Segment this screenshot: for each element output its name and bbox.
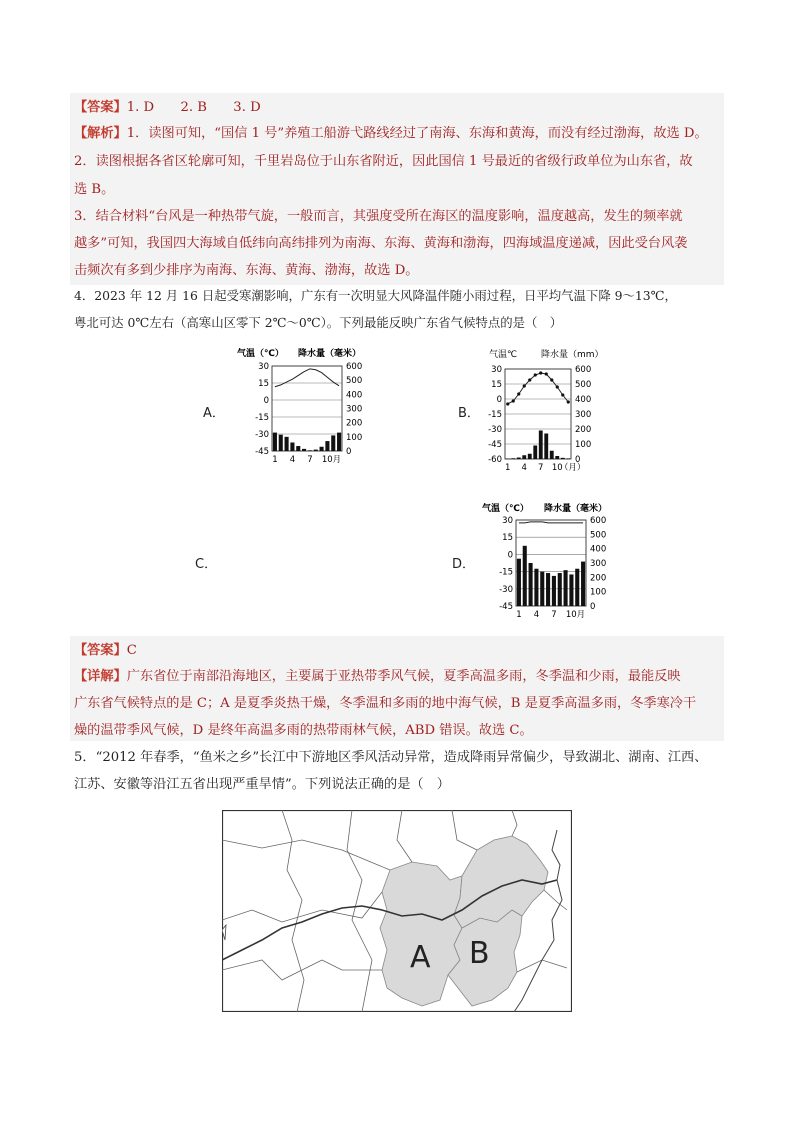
precip-tick-label: 600 [590,516,607,526]
temp-point [534,373,537,376]
temp-tick-label: 30 [491,365,502,375]
temp-point [561,393,564,396]
x-tick-label: 1 [272,455,278,465]
precip-tick-label: 500 [590,530,607,541]
precip-bar [534,569,538,606]
precip-bar [552,576,556,606]
precip-bar [546,573,550,606]
temp-tick-label: -30 [255,430,269,440]
analysis-line-5: 越多”可知，我国四大海域自低纬向高纬排列为南海、东海、黄海和渤海，四海域温度递减，因此受台风袭 [74,236,688,251]
chart-d-temp-label: 气温（℃） [482,504,529,514]
x-tick-label: 4 [533,610,540,620]
x-tick-label: 1 [516,610,522,620]
temp-tick-label: 15 [491,380,502,390]
precip-tick-label: 300 [590,559,607,569]
precip-bar [296,446,300,451]
precip-bar [569,574,573,606]
temp-tick-label: 30 [258,362,269,372]
question-4-line-2: 粤北可达 0℃左右（高寒山区零下 2℃～0℃）。下列最能反映广东省气候特点的是（ ） [74,315,563,330]
precip-tick-label: 400 [346,390,362,401]
temp-tick-label: 0 [507,550,513,561]
x-tick-label: 4 [289,455,296,465]
precip-bar [555,456,559,459]
chart-a-plot [255,362,362,465]
temp-tick-label: 15 [502,533,513,544]
analysis-line-2: 2．读图根据各省区轮廓可知，千里岩岛位于山东省附近，因此国信 1 号最近的省级行政单位为山东省，故 [74,154,693,169]
detail-line-1: 【详解】广东省位于南部沿海地区，主要属于亚热带季风气候，夏季高温多雨，冬季温和少雨，最能反映 [74,669,681,684]
precip-tick-label: 300 [346,404,362,415]
chart-b-temp-label: 气温℃ [489,350,518,360]
precip-bar [279,435,283,451]
temp-tick-label: 30 [502,516,513,526]
precip-bar [522,455,526,459]
x-tick-label: 7 [538,463,544,473]
precip-tick-label: 400 [590,544,607,555]
question-4-line-1: 4．2023 年 12 月 16 日起受寒潮影响，广东有一次明显大风降温伴随小雨过程，日平均气温下降 9～13℃， [74,288,677,303]
chart-b-precip-label: 降水量（mm） [541,350,604,360]
precip-bar [539,431,543,460]
chart-d-plot [499,516,606,620]
temp-tick-label: -15 [255,413,269,423]
chart-a-temp-label: 气温（℃） [237,349,284,359]
precip-tick-label: 100 [346,432,362,443]
temp-point [550,378,553,381]
temp-point [539,371,542,374]
option-d-label[interactable]: D． [452,557,476,572]
temp-tick-label: 0 [263,396,269,406]
option-c-label[interactable]: C． [195,557,218,572]
climate-chart-a [232,345,362,470]
precip-tick-label: 500 [575,380,592,390]
temp-point [545,372,548,375]
analysis-line-6: 击频次有多到少排序为南海、东海、黄海、渤海，故选 D。 [74,263,419,278]
precip-bar [558,573,562,606]
question-5-line-1: 5．“2012 年春季，“鱼米之乡”长江中下游地区季风活动异常，造成降雨异常偏少，导致湖北、湖南、江西、 [74,750,708,765]
precip-tick-label: 200 [590,573,607,584]
map-label-a: A [410,940,431,975]
temp-tick-label: -30 [499,584,513,595]
precip-tick-label: 400 [575,395,592,405]
temp-point [567,400,570,403]
precip-tick-label: 600 [346,362,362,372]
temp-tick-label: -30 [488,425,502,435]
temp-line [519,522,583,523]
precip-tick-label: 0 [575,455,581,465]
answer-line: 【答案】1. D 2. B 3. D [74,100,261,115]
precip-tick-label: 200 [575,425,592,435]
precip-bar [511,458,515,459]
analysis-line-3: 选 B。 [74,182,115,197]
x-tick-label: 7 [551,610,557,620]
precip-bar [529,563,533,606]
precip-tick-label: 0 [590,602,596,612]
precip-bar [566,458,570,459]
detail-line-2: 广东省气候特点的是 C；A 是夏季炎热干燥，冬季温和多雨的地中海气候，B 是夏季高温多雨，冬季寒冷干 [74,696,697,711]
detail-line-3: 燥的温带季风气候，D 是终年高温多雨的热带雨林气候，ABD 错误。故选 C。 [74,723,533,738]
precip-bar [533,446,537,460]
option-b-label[interactable]: B． [458,406,480,421]
temp-tick-label: -45 [255,447,269,457]
x-tick-label: 7 [307,455,313,465]
precip-bar [564,570,568,606]
precip-bar [528,454,532,459]
x-tick-label: 4 [521,463,527,473]
precip-tick-label: 100 [575,440,592,450]
x-tick-label: （月） [559,463,586,473]
temp-tick-label: -15 [499,567,513,578]
yangtze-region-map [222,810,572,1012]
precip-bar [320,447,324,451]
temp-line [275,369,339,387]
temp-tick-label: -15 [488,410,502,420]
precip-bar [561,458,565,459]
temp-tick-label: 0 [496,395,502,405]
analysis-line-1: 【解析】1．读图可知，“国信 1 号”养殖工船游弋路线经过了南海、东海和黄海，而没有经过渤海，故选 D。 [74,126,708,141]
precip-bar [302,449,306,451]
precip-bar [331,435,335,451]
precip-bar [285,437,289,451]
temp-point [528,378,531,381]
precip-bar [273,433,277,451]
analysis-line-4: 3．结合材料“台风是一种热带气旋，一般而言，其强度受所在海区的温度影响，温度越高，发生的频率就 [74,209,683,224]
x-tick-label: 10月 [321,455,342,465]
temp-tick-label: -45 [499,602,513,612]
precip-tick-label: 600 [575,365,592,375]
precip-tick-label: 300 [575,410,592,420]
precip-bar [325,441,329,451]
precip-tick-label: 500 [346,376,362,387]
question-5-line-2: 江苏、安徽等沿江五省出现严重旱情”。下列说法正确的是（ ） [74,777,450,792]
precip-tick-label: 200 [346,418,362,429]
precip-bar [544,434,548,460]
x-tick-label: 10 [551,463,563,473]
temp-line [508,373,569,404]
chart-a-precip-label: 降水量（毫米） [298,349,362,359]
x-tick-label: 10月 [565,610,586,620]
precip-bar [290,443,294,452]
map-label-b: B [469,936,490,971]
precip-bar [517,559,521,606]
temp-point [512,399,515,402]
temp-point [556,385,559,388]
precip-bar [540,572,544,606]
precip-bar [575,569,579,606]
chart-d-precip-label: 降水量（毫米） [544,504,608,514]
temp-point [517,392,520,395]
precip-bar [550,451,554,459]
precip-bar [517,458,521,460]
precip-tick-label: 0 [346,447,352,457]
temp-tick-label: 15 [258,379,269,389]
temp-tick-label: -45 [488,440,502,450]
precip-bar [308,450,312,451]
chart-b-plot [488,365,591,473]
precip-tick-label: 100 [590,587,607,598]
precip-bar [581,562,585,606]
climate-chart-d [482,500,612,627]
precip-bar [314,450,318,451]
option-a-label[interactable]: A． [203,406,225,421]
x-tick-label: 1 [505,463,511,473]
precip-bar [523,546,527,606]
temp-point [523,384,526,387]
climate-chart-b [483,345,613,480]
answer-2-line: 【答案】C [74,643,137,658]
precip-bar [337,433,341,451]
temp-tick-label: -60 [488,455,502,465]
temp-point [506,402,509,405]
